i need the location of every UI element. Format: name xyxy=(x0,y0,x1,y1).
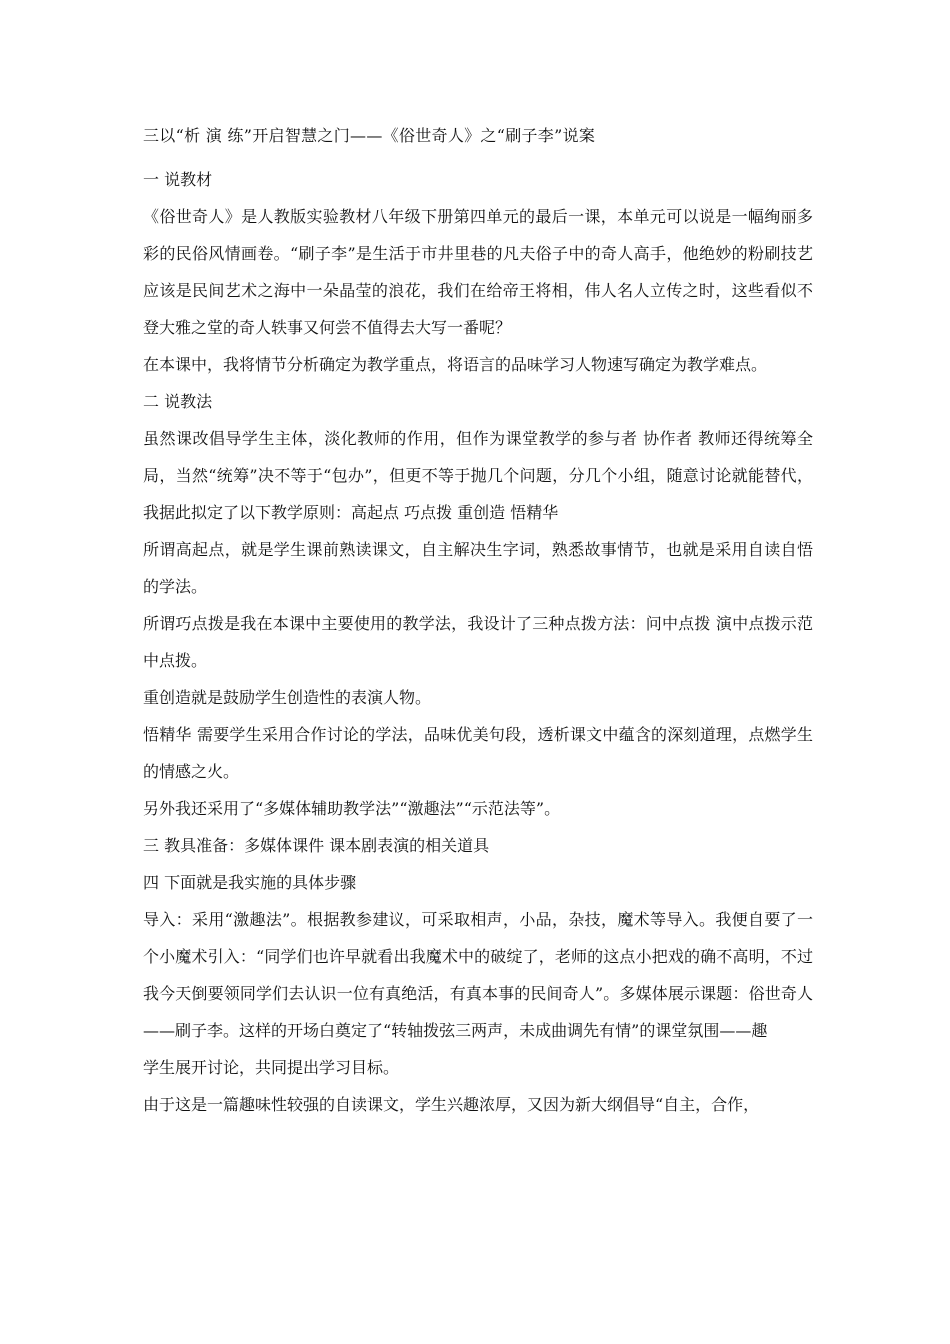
paragraph: 由于这是一篇趣味性较强的自读课文，学生兴趣浓厚，又因为新大纲倡导“自主，合作， xyxy=(143,1095,760,1114)
paragraph: 另外我还采用了“多媒体辅助教学法”“激趣法”“示范法等”。 xyxy=(143,799,561,818)
paragraph: 学生展开讨论，共同提出学习目标。 xyxy=(143,1058,400,1077)
paragraph: 《俗世奇人》是人教版实验教材八年级下册第四单元的最后一课，本单元可以说是一幅绚丽多彩的民俗风情画卷。“刷子李”是生活于市井里巷的凡夫俗子中的奇人高手，他绝妙的粉刷技艺应该是民间艺术之海中一朵晶莹的浪花，我们在给帝王将相，伟人名人立传之时，这些看似不登大雅之堂的奇人轶事又何尝不值得去大写一番呢？ xyxy=(143,207,813,337)
paragraph: 重创造就是鼓励学生创造性的表演人物。 xyxy=(143,688,432,707)
section-heading: 一 说教材 xyxy=(143,170,213,189)
document-body xyxy=(143,121,813,1123)
document-title: 三以“析 演 练”开启智慧之门——《俗世奇人》之“刷子李”说案 xyxy=(143,126,596,145)
paragraph: 虽然课改倡导学生主体，淡化教师的作用，但作为课堂教学的参与者 协作者 教师还得统筹全局，当然“统筹”决不等于“包办”，但更不等于抛几个问题，分几个小组，随意讨论就能替代，我据此拟定了以下教学原则：高起点 巧点拨 重创造 悟精华 xyxy=(143,429,813,522)
paragraph: 导入：采用“激趣法”。根据教参建议，可采取相声，小品，杂技，魔术等导入。我便自要了一个小魔术引入：“同学们也许早就看出我魔术中的破绽了，老师的这点小把戏的确不高明，不过我今天倒要领同学们去认识一位有真绝活，有真本事的民间奇人”。多媒体展示课题：俗世奇人——刷子李。这样的开场白奠定了“转轴拨弦三两声，未成曲调先有情”的课堂氛围——趣 xyxy=(143,910,813,1040)
section-heading: 三 教具准备：多媒体课件 课本剧表演的相关道具 xyxy=(143,836,490,855)
paragraph: 悟精华 需要学生采用合作讨论的学法，品味优美句段，透析课文中蕴含的深刻道理，点燃学生的情感之火。 xyxy=(143,725,813,781)
section-heading: 四 下面就是我实施的具体步骤 xyxy=(143,873,357,892)
paragraph: 所谓巧点拨是我在本课中主要使用的教学法，我设计了三种点拨方法：问中点拨 演中点拨示范中点拨。 xyxy=(143,614,813,670)
section-heading: 二 说教法 xyxy=(143,392,213,411)
paragraph: 所谓高起点，就是学生课前熟读课文，自主解决生字词，熟悉故事情节，也就是采用自读自悟的学法。 xyxy=(143,540,813,596)
paragraph: 在本课中，我将情节分析确定为教学重点，将语言的品味学习人物速写确定为教学难点。 xyxy=(143,355,768,374)
